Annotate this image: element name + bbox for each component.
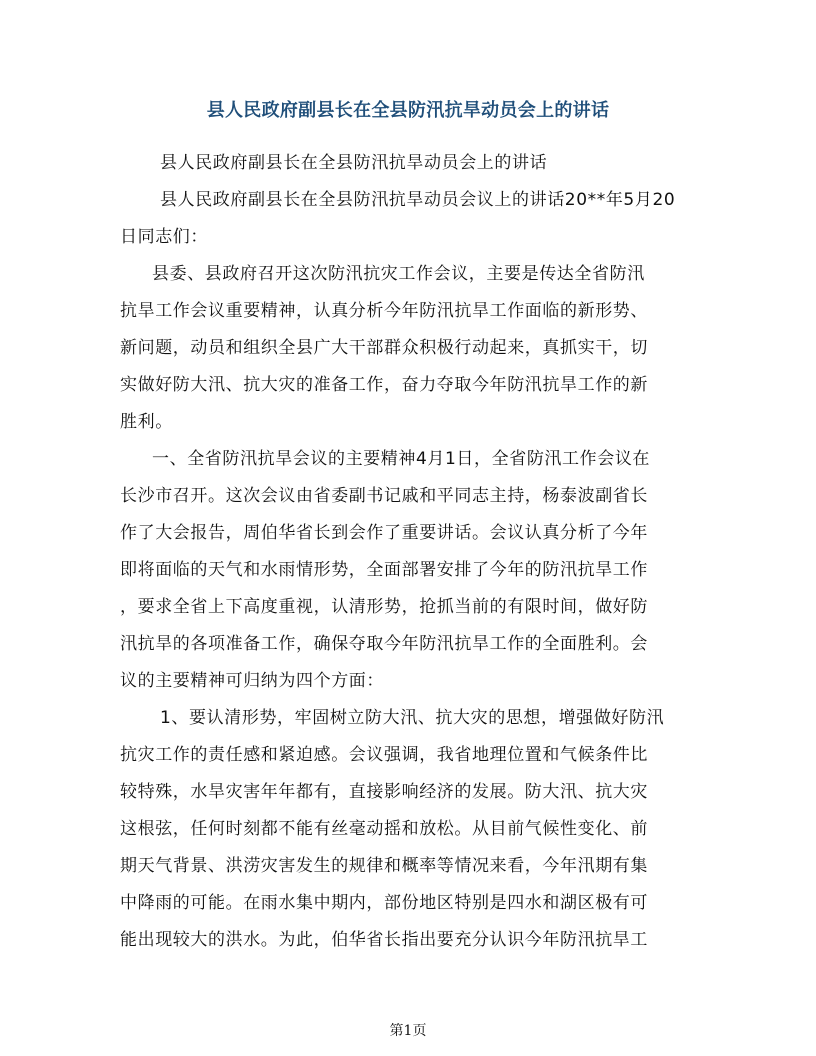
body-line: 胜利。	[120, 412, 173, 432]
body-line: 议的主要精神可归纳为四个方面：	[120, 671, 384, 691]
body-line: 长沙市召开。这次会议由省委副书记戚和平同志主持，杨泰波副省长	[120, 486, 648, 506]
body-line: 较特殊，水旱灾害年年都有，直接影响经济的发展。防大汛、抗大灾	[120, 782, 648, 802]
body-line: 这根弦，任何时刻都不能有丝毫动摇和放松。从目前气候性变化、前	[120, 819, 648, 839]
body-line: 实做好防大汛、抗大灾的准备工作，奋力夺取今年防汛抗旱工作的新	[120, 375, 648, 395]
document-title: 县人民政府副县长在全县防汛抗旱动员会上的讲话	[206, 100, 610, 121]
body-line: 能出现较大的洪水。为此，伯华省长指出要充分认识今年防汛抗旱工	[120, 930, 648, 950]
body-line: 抗灾工作的责任感和紧迫感。会议强调，我省地理位置和气候条件比	[120, 745, 648, 765]
body-line: 县委、县政府召开这次防汛抗灾工作会议，主要是传达全省防汛	[152, 264, 645, 284]
body-line: 日同志们：	[120, 227, 208, 247]
body-line: 汛抗旱的各项准备工作，确保夺取今年防汛抗旱工作的全面胜利。会	[120, 634, 648, 654]
body-line: 中降雨的可能。在雨水集中期内，部份地区特别是四水和湖区极有可	[120, 893, 648, 913]
body-line: ，要求全省上下高度重视，认清形势，抢抓当前的有限时间，做好防	[120, 597, 648, 617]
body-line: 1、要认清形势，牢固树立防大汛、抗大灾的思想，增强做好防汛	[160, 708, 665, 728]
body-line: 作了大会报告，周伯华省长到会作了重要讲话。会议认真分析了今年	[120, 523, 648, 543]
body-line: 新问题，动员和组织全县广大干部群众积极行动起来，真抓实干，切	[120, 338, 648, 358]
body-line: 一、全省防汛抗旱会议的主要精神4月1日，全省防汛工作会议在	[152, 449, 651, 469]
body-line: 期天气背景、洪涝灾害发生的规律和概率等情况来看，今年汛期有集	[120, 856, 648, 876]
body-line: 抗旱工作会议重要精神，认真分析今年防汛抗旱工作面临的新形势、	[120, 301, 648, 321]
body-line: 即将面临的天气和水雨情形势，全面部署安排了今年的防汛抗旱工作	[120, 560, 648, 580]
body-line: 县人民政府副县长在全县防汛抗旱动员会议上的讲话20**年5月20	[160, 190, 676, 210]
page-number: 第1页	[389, 1023, 427, 1039]
body-line: 县人民政府副县长在全县防汛抗旱动员会上的讲话	[160, 153, 548, 173]
